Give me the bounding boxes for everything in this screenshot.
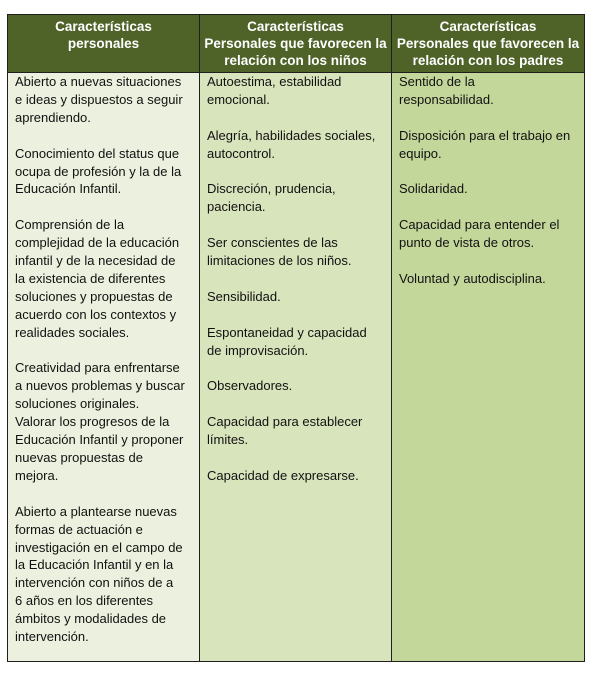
header-relacion-padres — [392, 15, 585, 73]
list-item: Ser conscientes de las limitaciones de los niños. — [207, 235, 352, 269]
list-item: Capacidad de expresarse. — [207, 467, 359, 483]
header-row — [8, 15, 585, 73]
characteristics-table — [7, 14, 585, 662]
list-item: Alegría, habilidades sociales, autocontrol. — [207, 127, 376, 161]
column-personales — [8, 73, 200, 662]
list-item: Capacidad para establecer límites. — [207, 414, 363, 448]
column-relacion-ninos — [200, 73, 392, 662]
header-line: Personales que favorecen la — [396, 36, 580, 51]
header-personales — [8, 15, 200, 73]
list-item: Conocimiento del status que ocupa de profesión y la de la Educación Infantil. — [15, 145, 182, 197]
list-item: Abierto a nuevas situaciones e ideas y dispuestos a seguir aprendiendo. — [15, 74, 183, 125]
column-relacion-padres — [392, 73, 585, 662]
list-item: Sensibilidad. — [207, 288, 281, 304]
list-item: Solidaridad. — [399, 181, 468, 197]
header-line: Características — [55, 19, 152, 34]
header-line: relación con los niños — [224, 53, 367, 68]
header-line: Características — [439, 19, 537, 34]
list-item: Disposición para el trabajo en equipo. — [399, 127, 571, 161]
list-item: Comprensión de la complejidad de la educación infantil y de la necesidad de la existencia de diferentes soluciones y propuestas de acuerdo con los contextos y realidades sociales. — [15, 217, 180, 340]
list-item: Voluntad y autodisciplina. — [399, 270, 546, 286]
list-item: Discreción, prudencia, paciencia. — [207, 181, 336, 215]
header-line: Personales que favorecen la — [204, 36, 387, 51]
header-relacion-ninos — [200, 15, 392, 73]
list-item: Espontaneidad y capacidad de improvisación. — [207, 324, 367, 358]
header-line: relación con los padres — [412, 53, 564, 68]
list-item: Observadores. — [207, 378, 293, 394]
body-row — [8, 73, 585, 662]
list-item: Capacidad para entender el punto de vista de otros. — [399, 217, 560, 251]
header-line: Características — [247, 19, 344, 34]
list-item: Autoestima, estabilidad emocional. — [207, 74, 342, 107]
header-line: personales — [67, 36, 140, 51]
list-item: Creatividad para enfrentarse a nuevos problemas y buscar soluciones originales. Valorar los progresos de la Educación Infantil y proponer nuevas propuestas de mejora. — [15, 360, 185, 483]
list-item: Sentido de la responsabilidad. — [399, 74, 494, 107]
list-item: Abierto a plantearse nuevas formas de actuación e investigación en el campo de la Educación Infantil y en la intervención con niños de a 6 años en los diferentes ámbitos y modalidades de intervención. — [15, 503, 183, 645]
